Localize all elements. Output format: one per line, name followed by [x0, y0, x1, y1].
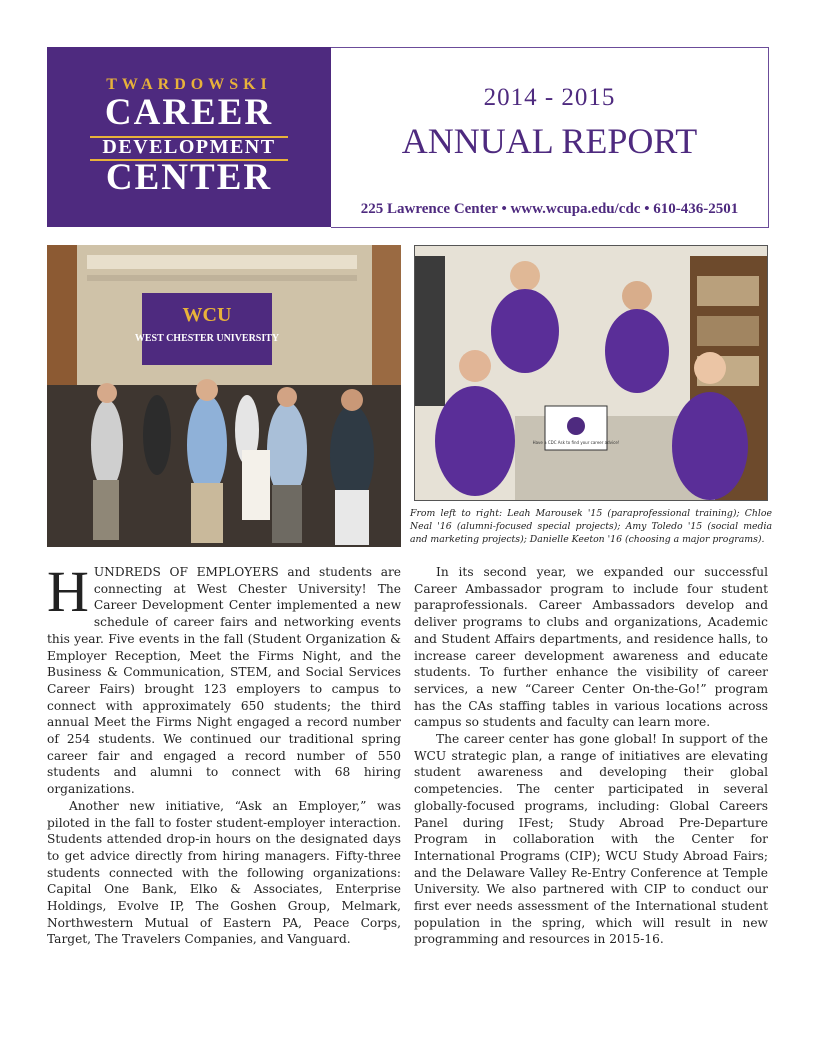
report-title: ANNUAL REPORT — [401, 121, 698, 161]
article-lead-in: UNDREDS OF EMPLOYERS — [93, 565, 279, 579]
career-fair-photo — [47, 245, 401, 547]
drop-cap: H — [47, 559, 89, 624]
logo-center: CENTER — [105, 157, 273, 198]
article-paragraph-1 — [47, 559, 401, 798]
banner-university: WEST CHESTER UNIVERSITY — [134, 333, 280, 344]
article-column-left — [47, 559, 401, 948]
article-paragraph-4: The career center has gone global! In support of the WCU strategic plan, a range of initiatives are elevating student awareness and developing their global competencies. The center participated in several globally-focused programs, including: Global Careers Panel during IFest; Study Abroad Pre-Departure Program in collaboration with the Center for International Programs (CIP); WCU Study Abroad Fairs; and the Delaware Valley Re-Entry Conference at Temple University. We also partnered with CIP to conduct our first ever needs assessment of the International student population in the spring, which will result in new programming and resources in 2015-16. — [414, 732, 768, 947]
photo-caption: From left to right: Leah Marousek '15 (paraprofessional training); Chloe Neal '16 (alumni-focused special projects); Amy Toledo '15 (social media and marketing projects); Danielle Keeton '16 (choosing a major programs). — [410, 508, 772, 545]
logo-development: DEVELOPMENT — [102, 136, 276, 158]
article-paragraph-2: Another new initiative, “Ask an Employer,” was piloted in the fall to foster student-employer interaction. Students attended drop-in hours on the designated days to get advice directly from hiring managers. Fifty-three students connected with the following organizations: Capital One Bank, Elko & Associates, Enterprise Holdings, Evolve IP, The Goshen Group, Melmark, Northwestern Mutual of Eastern PA, Peace Corps, Target, The Travelers Companies, and Vanguard. — [47, 798, 401, 947]
banner-wcu: WCU — [182, 304, 232, 326]
logo-career: CAREER — [104, 92, 274, 133]
title-block — [331, 47, 769, 228]
career-fair-illustration — [47, 245, 401, 547]
table-sign: Have a CDC Ask to find your career advice! — [532, 440, 620, 445]
article-column-right — [414, 564, 768, 948]
contact-line: 225 Lawrence Center • www.wcupa.edu/cdc • 610-436-2501 — [360, 201, 739, 217]
article-paragraph-3: In its second year, we expanded our successful Career Ambassador program to include four student paraprofessionals. Career Ambassadors develop and deliver programs to clubs and organizations, Academic and Student Affairs departments, and residence halls, to increase career development awareness and educate students. To further enhance the visibility of career services, a new “Career Center On-the-Go!” program has the CAs staffing tables in various locations across campus so students and faculty can learn more. — [414, 565, 768, 730]
logo-block — [47, 47, 331, 227]
report-year: 2014 - 2015 — [483, 84, 616, 111]
logo-twardowski: TWARDOWSKI — [106, 76, 272, 93]
ambassadors-illustration — [415, 246, 767, 500]
article-paragraph-1-text: and students are connecting at West Chester University! The Career Development Center implemented a new schedule of career fairs and networking events this year. Five events in the fall (Student Organization & Employer Reception, Meet the Firms Night, and the Business & Communication, STEM, and Social Services Career Fairs) brought 123 employers to campus to connect with approximately 650 students; the third annual Meet the Firms Night engaged a record number of 254 students. We continued our traditional spring career fair and engaged a record number of 550 students and alumni to connect with 68 hiring organizations. — [47, 565, 401, 797]
career-ambassadors-photo — [414, 245, 768, 501]
